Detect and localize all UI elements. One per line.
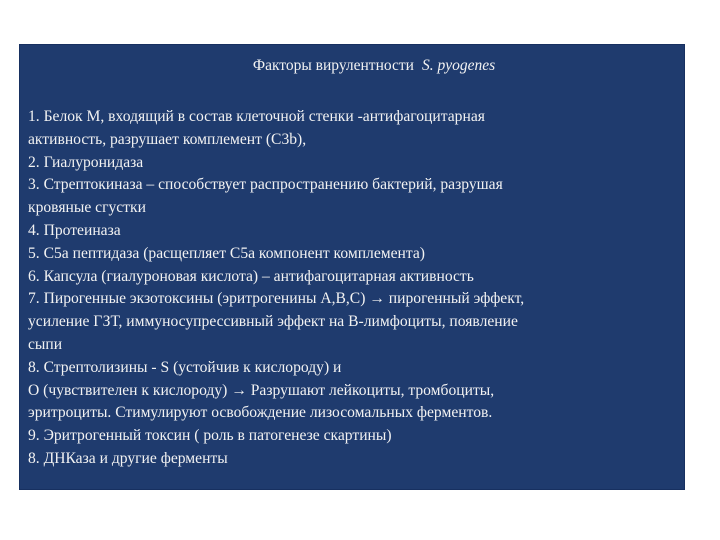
slide-title-text: Факторы вирулентности [252, 57, 414, 74]
text-line: сыпи [28, 335, 63, 353]
text-line: 7. Пирогенные экзотоксины (эритрогенины А,В,С) → пирогенный эффект, [28, 290, 525, 308]
text-line: 4. Протеиназа [28, 221, 121, 239]
text-line: 1. Белок М, входящий в состав клеточной стенки -антифагоцитарная [28, 108, 485, 125]
text-line: 8. Стрептолизины - S (устойчив к кислороду) и [28, 358, 342, 376]
text-line: 9. Эритрогенный токсин ( роль в патогенезе скартины) [28, 427, 392, 445]
slide-content-box [19, 44, 685, 490]
text-line: кровяные сгустки [28, 199, 146, 217]
text-line: 5. С5а пептидаза (расщепляет С5а компонент комплемента) [28, 244, 426, 262]
slide-title-species: S. pyogenes [421, 57, 496, 74]
text-line: активность, разрушает комплемент (С3b), [28, 130, 307, 148]
text-line: эритроциты. Стимулируют освобождение лизосомальных ферментов. [28, 404, 493, 422]
slide-text-body [28, 106, 683, 471]
text-line: усиление ГЗТ, иммуносупрессивный эффект на В-лимфоциты, появление [28, 313, 518, 331]
text-line: 6. Капсула (гиалуроновая кислота) – антифагоцитарная активность [28, 267, 474, 285]
text-line: 3. Стрептокиназа – способствует распространению бактерий, разрушая [28, 176, 503, 194]
text-line: О (чувствителен к кислороду) → Разрушают лейкоциты, тромбоциты, [28, 381, 495, 399]
text-line: 8. ДНКаза и другие ферменты [28, 449, 228, 467]
slide-title [20, 57, 684, 75]
text-line: 2. Гиалуронидаза [28, 153, 144, 171]
